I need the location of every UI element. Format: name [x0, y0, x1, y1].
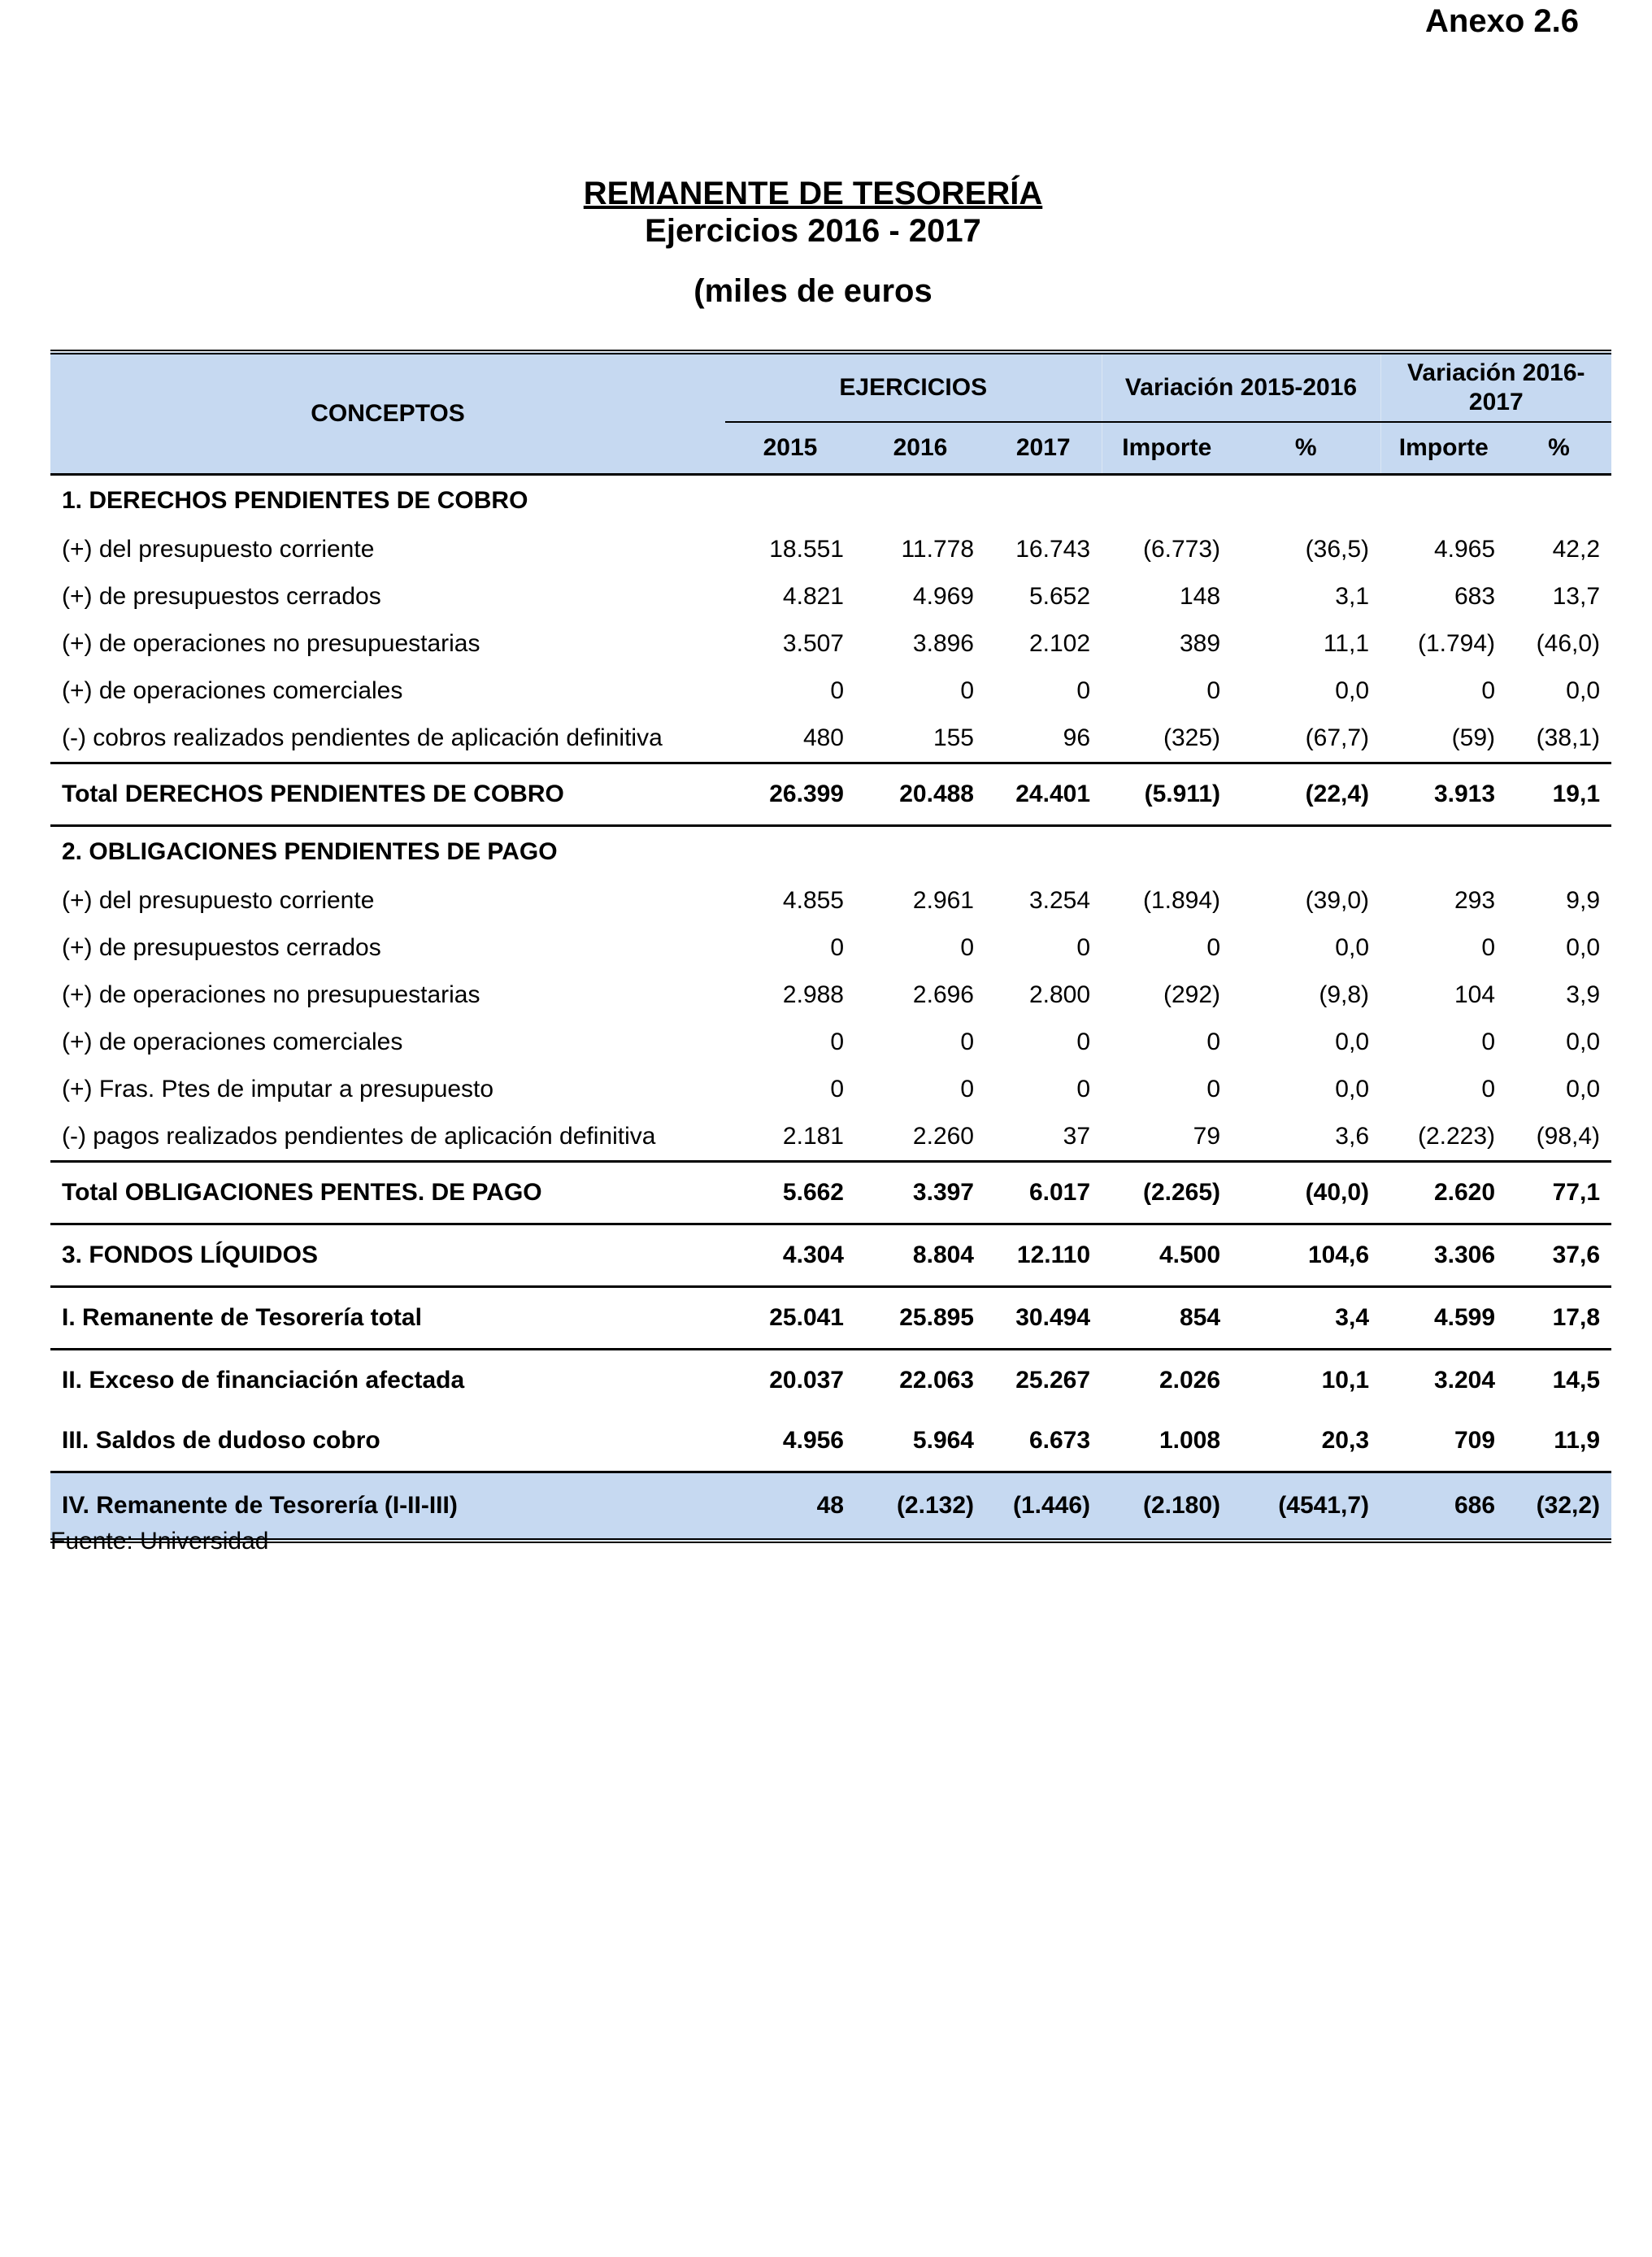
cell-value-2015: 5.662: [725, 1162, 855, 1224]
cell-value-2017: 2.102: [1028, 630, 1091, 657]
cell-var2-importe: (59): [1451, 724, 1496, 751]
cell-value-2016: (2.132): [855, 1472, 985, 1542]
cell-concept: 3. FONDOS LÍQUIDOS: [50, 1224, 725, 1287]
cell-var2-importe: 683: [1454, 583, 1496, 610]
cell-var1-importe: 4.500: [1102, 1224, 1232, 1287]
section-derechos: 1. DERECHOS PENDIENTES DE COBRO: [62, 487, 528, 514]
cell-var1-importe: 854: [1102, 1287, 1232, 1350]
cell-var2-pct: 19,1: [1506, 763, 1611, 826]
cell-value-2015: 26.399: [725, 763, 855, 826]
table-row: [50, 972, 1611, 1019]
header-ejercicios: EJERCICIOS: [725, 352, 1102, 422]
cell-value-2016: 8.804: [855, 1224, 985, 1287]
cell-value-2017: 0: [1076, 934, 1091, 961]
cell-concept: (+) de operaciones comerciales: [62, 677, 403, 704]
cell-var1-importe: (5.911): [1102, 763, 1232, 826]
cell-var1-importe: (2.180): [1102, 1472, 1232, 1542]
cell-var1-importe: 0: [1206, 677, 1221, 704]
cell-var1-importe: (325): [1163, 724, 1221, 751]
header-concepts: CONCEPTOS: [50, 352, 725, 475]
table-row: [50, 573, 1611, 620]
cell-var1-pct: 0,0: [1335, 1028, 1370, 1055]
table-row: [50, 924, 1611, 972]
table-row: [50, 620, 1611, 668]
cell-concept: (-) pagos realizados pendientes de aplicación definitiva: [62, 1123, 656, 1150]
header-importe-2: Importe: [1380, 422, 1506, 475]
cell-value-2015: 48: [725, 1472, 855, 1542]
cell-concept: (+) de presupuestos cerrados: [62, 583, 381, 610]
cell-concept: (+) Fras. Ptes de imputar a presupuesto: [62, 1076, 494, 1102]
cell-var1-importe: (6.773): [1142, 536, 1221, 563]
cell-var2-importe: 3.913: [1380, 763, 1506, 826]
cell-value-2016: 4.969: [912, 583, 974, 610]
cell-value-2016: 22.063: [899, 1367, 974, 1394]
total-row-obligaciones: [50, 1162, 1611, 1224]
cell-concept: III. Saldos de dudoso cobro: [62, 1427, 380, 1454]
header-year-2016: 2016: [855, 422, 985, 475]
cell-var2-pct: 37,6: [1506, 1224, 1611, 1287]
cell-var1-importe: 389: [1179, 630, 1221, 657]
cell-var2-pct: 0,0: [1566, 1028, 1601, 1055]
cell-var1-pct: (39,0): [1305, 887, 1370, 914]
cell-var2-importe: 4.965: [1433, 536, 1496, 563]
cell-var2-pct: (98,4): [1536, 1123, 1601, 1150]
cell-concept: (+) de operaciones no presupuestarias: [62, 630, 480, 657]
row-fondos-liquidos: [50, 1224, 1611, 1287]
header-pct-2: %: [1506, 422, 1611, 475]
cell-value-2015: 2.988: [782, 981, 844, 1008]
cell-var2-pct: 77,1: [1506, 1162, 1611, 1224]
cell-var2-pct: 42,2: [1552, 536, 1601, 563]
cell-concept: (+) del presupuesto corriente: [62, 536, 375, 563]
cell-var1-pct: (36,5): [1305, 536, 1370, 563]
cell-var1-importe: (1.894): [1142, 887, 1221, 914]
cell-value-2016: 155: [933, 724, 974, 751]
row-dudoso-cobro: [50, 1411, 1611, 1472]
cell-value-2015: 2.181: [782, 1123, 844, 1150]
cell-value-2017: 16.743: [1015, 536, 1091, 563]
header-year-2017: 2017: [985, 422, 1102, 475]
cell-var2-pct: (46,0): [1536, 630, 1601, 657]
cell-var2-pct: 11,9: [1554, 1427, 1601, 1454]
cell-var1-pct: 3,1: [1335, 583, 1370, 610]
cell-var2-importe: 0: [1481, 677, 1496, 704]
table-row: [50, 1019, 1611, 1066]
cell-value-2017: 0: [1076, 677, 1091, 704]
annex-label: Anexo 2.6: [1425, 3, 1579, 39]
cell-value-2017: 2.800: [1028, 981, 1091, 1008]
cell-value-2015: 4.855: [782, 887, 844, 914]
total-row-derechos: [50, 763, 1611, 826]
cell-var2-importe: 3.306: [1380, 1224, 1506, 1287]
cell-var1-importe: 0: [1206, 934, 1221, 961]
cell-var2-pct: (38,1): [1536, 724, 1601, 751]
cell-var1-importe: 148: [1179, 583, 1221, 610]
cell-var1-pct: 11,1: [1323, 630, 1370, 657]
cell-value-2016: 3.896: [912, 630, 974, 657]
cell-concept: (+) del presupuesto corriente: [62, 887, 375, 914]
header-variation-2016-2017: Variación 2016-2017: [1380, 352, 1611, 422]
page-title: REMANENTE DE TESORERÍA: [583, 176, 1043, 211]
cell-value-2016: 2.696: [912, 981, 974, 1008]
cell-concept: IV. Remanente de Tesorería (I-II-III): [50, 1472, 725, 1542]
cell-concept: (+) de presupuestos cerrados: [62, 934, 381, 961]
cell-value-2017: 0: [1076, 1028, 1091, 1055]
cell-var1-pct: (40,0): [1232, 1162, 1380, 1224]
cell-var2-importe: 2.620: [1380, 1162, 1506, 1224]
cell-var1-importe: (292): [1163, 981, 1221, 1008]
cell-value-2017: 0: [1076, 1076, 1091, 1102]
table-row: [50, 715, 1611, 763]
cell-value-2015: 18.551: [769, 536, 844, 563]
cell-value-2015: 4.304: [725, 1224, 855, 1287]
cell-var2-pct: 17,8: [1506, 1287, 1611, 1350]
cell-var1-importe: (2.265): [1102, 1162, 1232, 1224]
header-importe-1: Importe: [1102, 422, 1232, 475]
cell-concept: (+) de operaciones comerciales: [62, 1028, 403, 1055]
cell-concept: (-) cobros realizados pendientes de aplicación definitiva: [62, 724, 663, 751]
cell-var1-pct: 3,6: [1335, 1123, 1370, 1150]
row-remanente-final: [50, 1472, 1611, 1542]
cell-value-2017: 3.254: [1028, 887, 1091, 914]
units-label: (miles de euros: [693, 273, 933, 309]
row-remanente-total: [50, 1287, 1611, 1350]
cell-value-2016: 0: [960, 1028, 974, 1055]
cell-value-2016: 20.488: [855, 763, 985, 826]
cell-var2-pct: 14,5: [1552, 1367, 1601, 1394]
cell-var2-pct: 0,0: [1566, 677, 1601, 704]
cell-value-2017: 6.017: [985, 1162, 1102, 1224]
cell-value-2017: 25.267: [1015, 1367, 1091, 1394]
cell-var1-pct: 3,4: [1232, 1287, 1380, 1350]
cell-value-2016: 0: [960, 677, 974, 704]
cell-value-2017: 5.652: [1028, 583, 1091, 610]
cell-var1-pct: 20,3: [1321, 1427, 1370, 1454]
cell-value-2016: 11.778: [901, 536, 974, 563]
cell-var1-pct: (4541,7): [1232, 1472, 1380, 1542]
cell-value-2017: 37: [1063, 1123, 1091, 1150]
cell-value-2017: 6.673: [1028, 1427, 1091, 1454]
cell-var2-importe: 293: [1454, 887, 1496, 914]
table-row: [50, 1066, 1611, 1113]
cell-var2-importe: 0: [1481, 1028, 1496, 1055]
treasury-table: [50, 350, 1611, 1543]
cell-value-2015: 0: [830, 677, 844, 704]
cell-concept: (+) de operaciones no presupuestarias: [62, 981, 480, 1008]
cell-concept: Total OBLIGACIONES PENTES. DE PAGO: [50, 1162, 725, 1224]
cell-concept: I. Remanente de Tesorería total: [50, 1287, 725, 1350]
cell-value-2015: 480: [802, 724, 844, 751]
cell-value-2015: 25.041: [725, 1287, 855, 1350]
table-row: [50, 1113, 1611, 1162]
cell-var2-pct: 9,9: [1566, 887, 1601, 914]
cell-var2-importe: 686: [1380, 1472, 1506, 1542]
cell-var2-importe: 709: [1454, 1427, 1496, 1454]
cell-value-2015: 0: [830, 1028, 844, 1055]
cell-value-2015: 0: [830, 1076, 844, 1102]
cell-value-2017: 30.494: [985, 1287, 1102, 1350]
cell-var1-importe: 79: [1193, 1123, 1221, 1150]
cell-value-2017: (1.446): [985, 1472, 1102, 1542]
cell-var2-importe: (2.223): [1417, 1123, 1496, 1150]
cell-var2-pct: 0,0: [1566, 1076, 1601, 1102]
cell-value-2015: 4.956: [782, 1427, 844, 1454]
cell-value-2016: 2.260: [912, 1123, 974, 1150]
header-pct-1: %: [1232, 422, 1380, 475]
cell-var2-pct: 13,7: [1552, 583, 1601, 610]
cell-var1-pct: 10,1: [1321, 1367, 1370, 1394]
cell-value-2017: 96: [1063, 724, 1091, 751]
cell-value-2015: 20.037: [769, 1367, 844, 1394]
page-subtitle: Ejercicios 2016 - 2017: [645, 213, 981, 249]
cell-var1-pct: 0,0: [1335, 934, 1370, 961]
cell-value-2017: 24.401: [985, 763, 1102, 826]
cell-var2-importe: 0: [1481, 934, 1496, 961]
cell-value-2016: 5.964: [912, 1427, 974, 1454]
cell-var1-importe: 0: [1206, 1076, 1221, 1102]
cell-var1-pct: 0,0: [1335, 677, 1370, 704]
cell-value-2015: 3.507: [782, 630, 844, 657]
header-year-2015: 2015: [725, 422, 855, 475]
cell-var2-importe: 0: [1481, 1076, 1496, 1102]
cell-var2-importe: 4.599: [1380, 1287, 1506, 1350]
cell-var1-pct: (67,7): [1305, 724, 1370, 751]
section-obligaciones: 2. OBLIGACIONES PENDIENTES DE PAGO: [62, 838, 558, 865]
cell-value-2016: 0: [960, 934, 974, 961]
cell-value-2016: 2.961: [912, 887, 974, 914]
cell-var2-importe: 3.204: [1433, 1367, 1496, 1394]
row-exceso-financiacion: [50, 1350, 1611, 1411]
cell-var1-pct: (22,4): [1232, 763, 1380, 826]
cell-var1-pct: 0,0: [1335, 1076, 1370, 1102]
cell-value-2015: 4.821: [782, 583, 844, 610]
cell-value-2017: 12.110: [985, 1224, 1102, 1287]
table-row: [50, 877, 1611, 924]
cell-var2-pct: (32,2): [1506, 1472, 1611, 1542]
cell-value-2016: 25.895: [855, 1287, 985, 1350]
cell-var2-importe: (1.794): [1417, 630, 1496, 657]
cell-var2-pct: 3,9: [1566, 981, 1601, 1008]
cell-concept: Total DERECHOS PENDIENTES DE COBRO: [50, 763, 725, 826]
table-row: [50, 526, 1611, 573]
source-note: Fuente: Universidad: [50, 1528, 269, 1555]
cell-var1-importe: 2.026: [1159, 1367, 1221, 1394]
cell-var1-importe: 0: [1206, 1028, 1221, 1055]
table-row: [50, 668, 1611, 715]
cell-value-2016: 0: [960, 1076, 974, 1102]
cell-concept: II. Exceso de financiación afectada: [62, 1367, 465, 1394]
header-variation-2015-2016: Variación 2015-2016: [1102, 352, 1380, 422]
cell-var1-pct: (9,8): [1319, 981, 1370, 1008]
cell-var2-pct: 0,0: [1566, 934, 1601, 961]
cell-value-2015: 0: [830, 934, 844, 961]
cell-var2-importe: 104: [1454, 981, 1496, 1008]
cell-value-2016: 3.397: [855, 1162, 985, 1224]
cell-var1-pct: 104,6: [1232, 1224, 1380, 1287]
cell-var1-importe: 1.008: [1159, 1427, 1221, 1454]
